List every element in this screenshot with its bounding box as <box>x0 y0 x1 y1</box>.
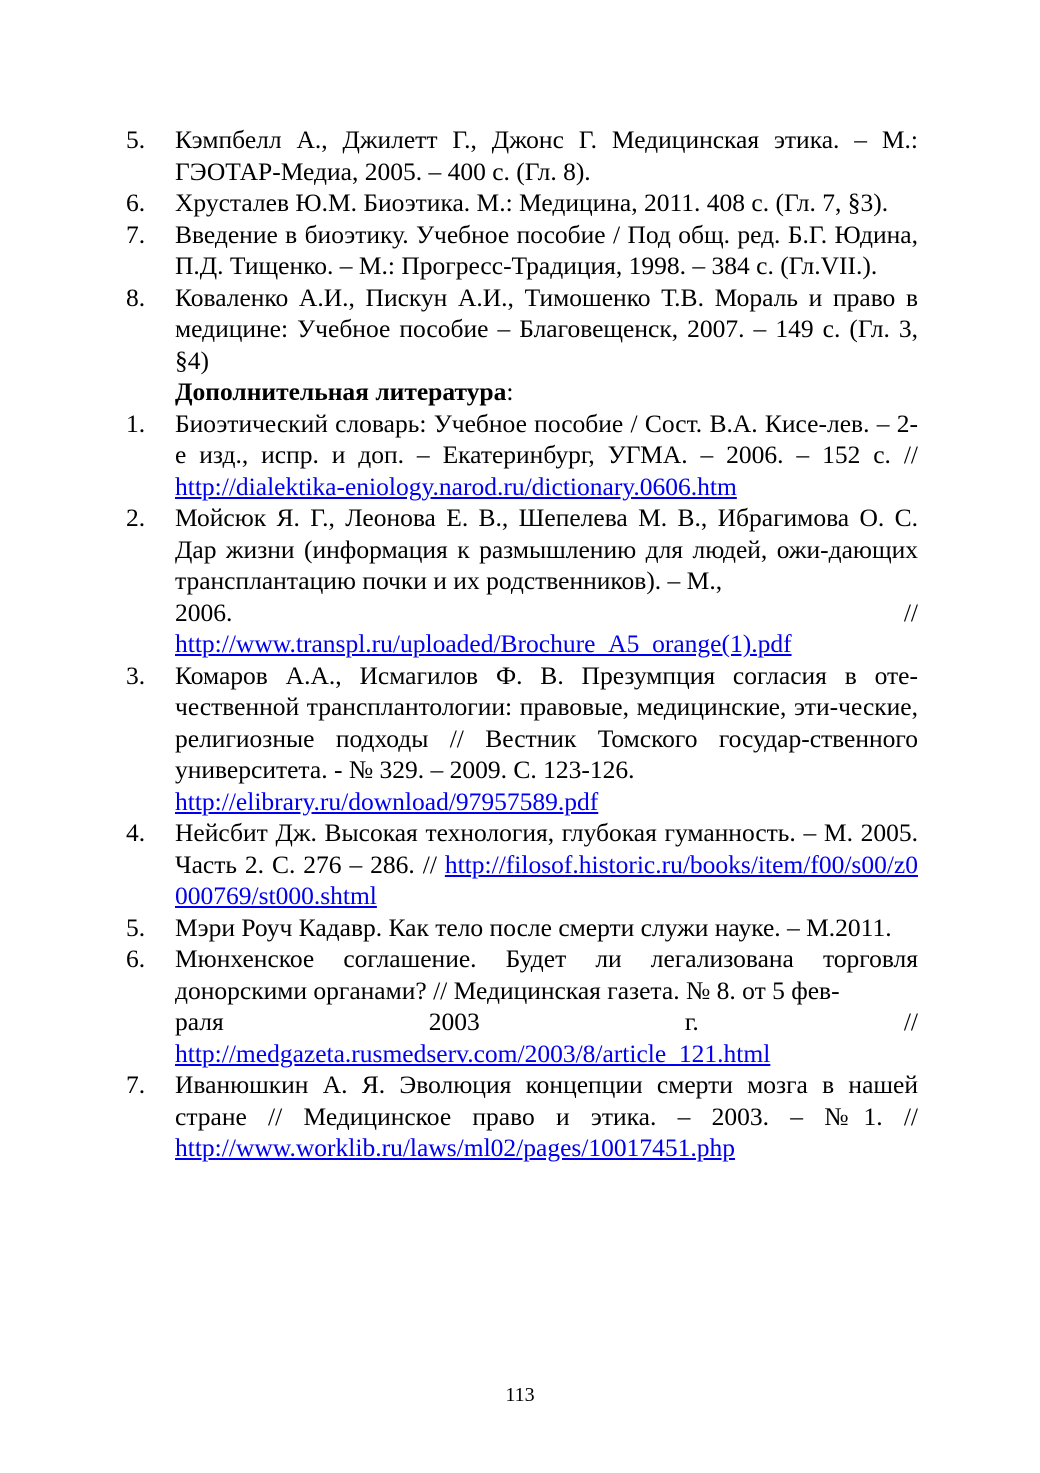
reference-number: 3. <box>126 660 146 690</box>
reference-word: г. <box>684 1007 699 1036</box>
reference-body <box>175 1069 918 1164</box>
reference-number: 2. <box>126 503 146 532</box>
reference-link[interactable]: http://www.transpl.ru/uploaded/Brochure_A5_orange(1).pdf <box>175 629 792 658</box>
reference-separator: // <box>903 1007 918 1036</box>
reference-item <box>126 1069 918 1164</box>
reference-item <box>126 502 918 660</box>
reference-text: Биоэтический словарь: Учебное пособие / Сост. В.А. Кисе-лев. – 2-е изд., испр. и доп. – Екатеринбург, УГМА. – 2006. – 152 с. // <box>175 408 918 469</box>
section-heading <box>175 376 918 408</box>
reference-item <box>126 408 918 503</box>
reference-text: Коваленко А.И., Пискун А.И., Тимошенко Т.В. Мораль и право в медицине: Учебное пособие – Благовещенск, 2007. – 149 с. (Гл. 3, §4) <box>175 282 918 375</box>
reference-body <box>175 502 918 660</box>
reference-number: 8. <box>126 282 146 312</box>
reference-separator: // <box>903 597 918 627</box>
reference-number: 4. <box>126 818 146 847</box>
heading-text: Дополнительная литература <box>175 377 507 406</box>
reference-text: Комаров А.А., Исмагилов Ф. В. Презумпция согласия в оте-чественной трансплантологии: правовые, медицинские, эти-ческие, религиозные подходы // Вестник Томского государ-ственного университета. - № 329. – 2009. С. 123-126. <box>175 660 918 784</box>
reference-text: Хрусталев Ю.М. Биоэтика. М.: Медицина, 2011. 408 с. (Гл. 7, §3). <box>175 188 889 217</box>
reference-number: 7. <box>126 1070 146 1099</box>
reference-text: Мюнхенское соглашение. Будет ли легализована торговля донорскими органами? // Медицинская газета. № 8. от 5 фев- <box>175 944 918 1005</box>
reference-text: Иванюшкин А. Я. Эволюция концепции смерти мозга в нашей стране // Медицинское право и этика. – 2003. – №1. // <box>175 1070 918 1131</box>
reference-item <box>126 282 918 377</box>
reference-body <box>175 408 918 503</box>
reference-item <box>126 912 918 944</box>
reference-body <box>175 943 918 1069</box>
reference-item <box>126 817 918 912</box>
reference-number: 5. <box>126 912 146 942</box>
reference-link[interactable]: http://elibrary.ru/download/97957589.pdf <box>175 786 599 816</box>
reference-number: 7. <box>126 219 146 249</box>
reference-line-spread <box>175 1006 918 1038</box>
reference-item <box>126 124 918 187</box>
reference-number: 5. <box>126 125 146 154</box>
reference-number: 1. <box>126 408 146 438</box>
reference-text: Введение в биоэтику. Учебное пособие / Под общ. ред. Б.Г. Юдина, П.Д. Тищенко. – М.: Прогресс-Традиция, 1998. – 384 с. (Гл.VII.). <box>175 219 918 280</box>
reference-body <box>175 660 918 818</box>
reference-text: Мэри Роуч Кадавр. Как тело после смерти служи науке. – М.2011. <box>175 912 892 942</box>
reference-link[interactable]: http://filosof.historic.ru/books/item/f00/s00/z0000769/st000.shtml <box>175 849 918 910</box>
page-number: 113 <box>505 1384 535 1406</box>
reference-text: Мойсюк Я. Г., Леонова Е. В., Шепелева М. В., Ибрагимова О. С. Дар жизни (информация к размышлению для людей, ожи-дающих трансплантацию почки и их родственников). – М., <box>175 503 918 595</box>
reference-word: 2003 <box>428 1007 480 1036</box>
reference-number: 6. <box>126 944 146 973</box>
reference-body <box>175 817 918 912</box>
reference-number: 6. <box>126 188 146 217</box>
document-body <box>126 124 918 1164</box>
reference-item <box>126 660 918 818</box>
reference-text: Кэмпбелл А., Джилетт Г., Джонс Г. Медицинская этика. – М.: ГЭОТАР-Медиа, 2005. – 400 с. (Гл. 8). <box>175 125 918 186</box>
reference-word: раля <box>175 1007 224 1036</box>
reference-item <box>126 943 918 1069</box>
reference-link[interactable]: http://www.worklib.ru/laws/ml02/pages/10017451.php <box>175 1133 736 1162</box>
heading-colon: : <box>506 377 514 406</box>
reference-line-spread <box>175 597 918 629</box>
reference-link[interactable]: http://dialektika-eniology.narod.ru/dictionary.0606.htm <box>175 471 737 501</box>
reference-item <box>126 187 918 219</box>
reference-item <box>126 219 918 282</box>
reference-year: 2006. <box>175 597 233 627</box>
reference-link[interactable]: http://medgazeta.rusmedserv.com/2003/8/article_121.html <box>175 1038 771 1068</box>
reference-text: Нейсбит Дж. Высокая технология, глубокая гуманность. – М. 2005. Часть 2. С. 276 – 286. // <box>175 818 918 879</box>
